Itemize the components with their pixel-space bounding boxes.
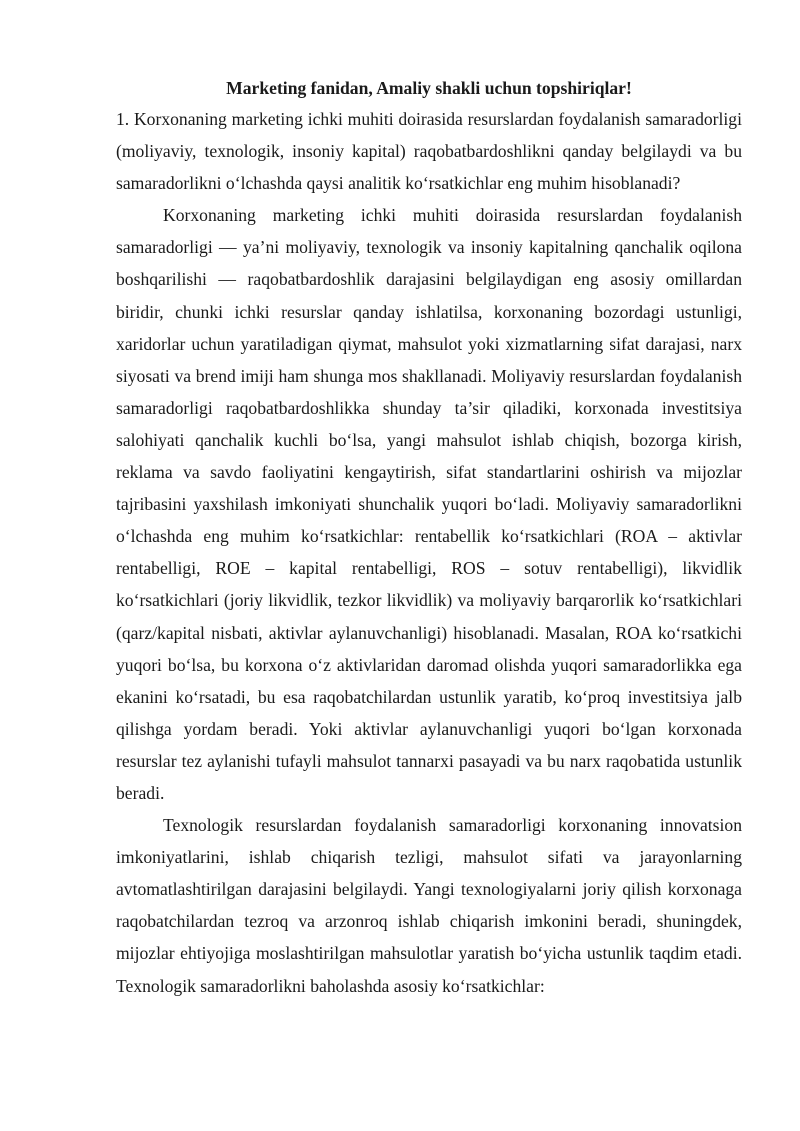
question-paragraph: 1. Korxonaning marketing ichki muhiti doirasida resurslardan foydalanish samaradorligi (moliyaviy, texnologik, insoniy kapital) raqobatbardoshlikni qanday belgilaydi va bu samaradorlikni o‘lchashda qaysi analitik ko‘rsatkichlar eng muhim hisoblanadi? [116, 109, 742, 194]
document-title: Marketing fanidan, Amaliy shakli uchun topshiriqlar! [226, 78, 632, 98]
answer-paragraph-technological: Texnologik resurslardan foydalanish samaradorligi korxonaning innovatsion imkoniyatlarini, ishlab chiqarish tezligi, mahsulot sifati va jarayonlarning avtomatlashtirilgan darajasini belgilaydi. Yangi texnologiyalarni joriy qilish korxonaga raqobatchilardan tezroq va arzonroq ishlab chiqarish imkonini beradi, shuningdek, mijozlar ehtiyojiga moslashtirilgan mahsulotlar yaratish bo‘yicha ustunlik taqdim etadi. Texnologik samaradorlikni baholashda asosiy ko‘rsatkichlar: [116, 815, 742, 996]
answer-paragraph-financial: Korxonaning marketing ichki muhiti doirasida resurslardan foydalanish samaradorligi — ya’ni moliyaviy, texnologik va insoniy kapitalning qanchalik oqilona boshqarilishi — raqobatbardoshlik darajasini belgilaydigan eng asosiy omillardan biridir, chunki ichki resurslar qanday ishlatilsa, korxonaning bozordagi ustunligi, xaridorlar uchun yaratiladigan qiymat, mahsulot yoki xizmatlarning sifat darajasi, narx siyosati va brend imiji ham shunga mos shakllanadi. Moliyaviy resurslardan foydalanish samaradorligi raqobatbardoshlikka shunday ta’sir qiladiki, korxonada investitsiya salohiyati qanchalik kuchli bo‘lsa, yangi mahsulot ishlab chiqish, bozorga kirish, reklama va savdo faoliyatini kengaytirish, sifat standartlarini oshirish va mijozlar tajribasini yaxshilash imkoniyati shunchalik yuqori bo‘ladi. Moliyaviy samaradorlikni o‘lchashda eng muhim ko‘rsatkichlar: rentabellik ko‘rsatkichlari (ROA – aktivlar rentabelligi, ROE – kapital rentabelligi, ROS – sotuv rentabelligi), likvidlik ko‘rsatkichlari (joriy likvidlik, tezkor likvidlik) va moliyaviy barqarorlik ko‘rsatkichlari (qarz/kapital nisbati, aktivlar aylanuvchanligi) hisoblanadi. Masalan, ROA ko‘rsatkichi yuqori bo‘lsa, bu korxona o‘z aktivlaridan daromad olishda yuqori samaradorlikka ega ekanini ko‘rsatadi, bu esa raqobatchilardan ustunlik yaratib, ko‘proq investitsiya jalb qilishga yordam beradi. Yoki aktivlar aylanuvchanligi yuqori bo‘lgan korxonada resurslar tez aylanishi tufayli mahsulot tannarxi pasayadi va bu narx raqobatida ustunlik beradi. [116, 205, 742, 803]
document-page [116, 74, 742, 1002]
